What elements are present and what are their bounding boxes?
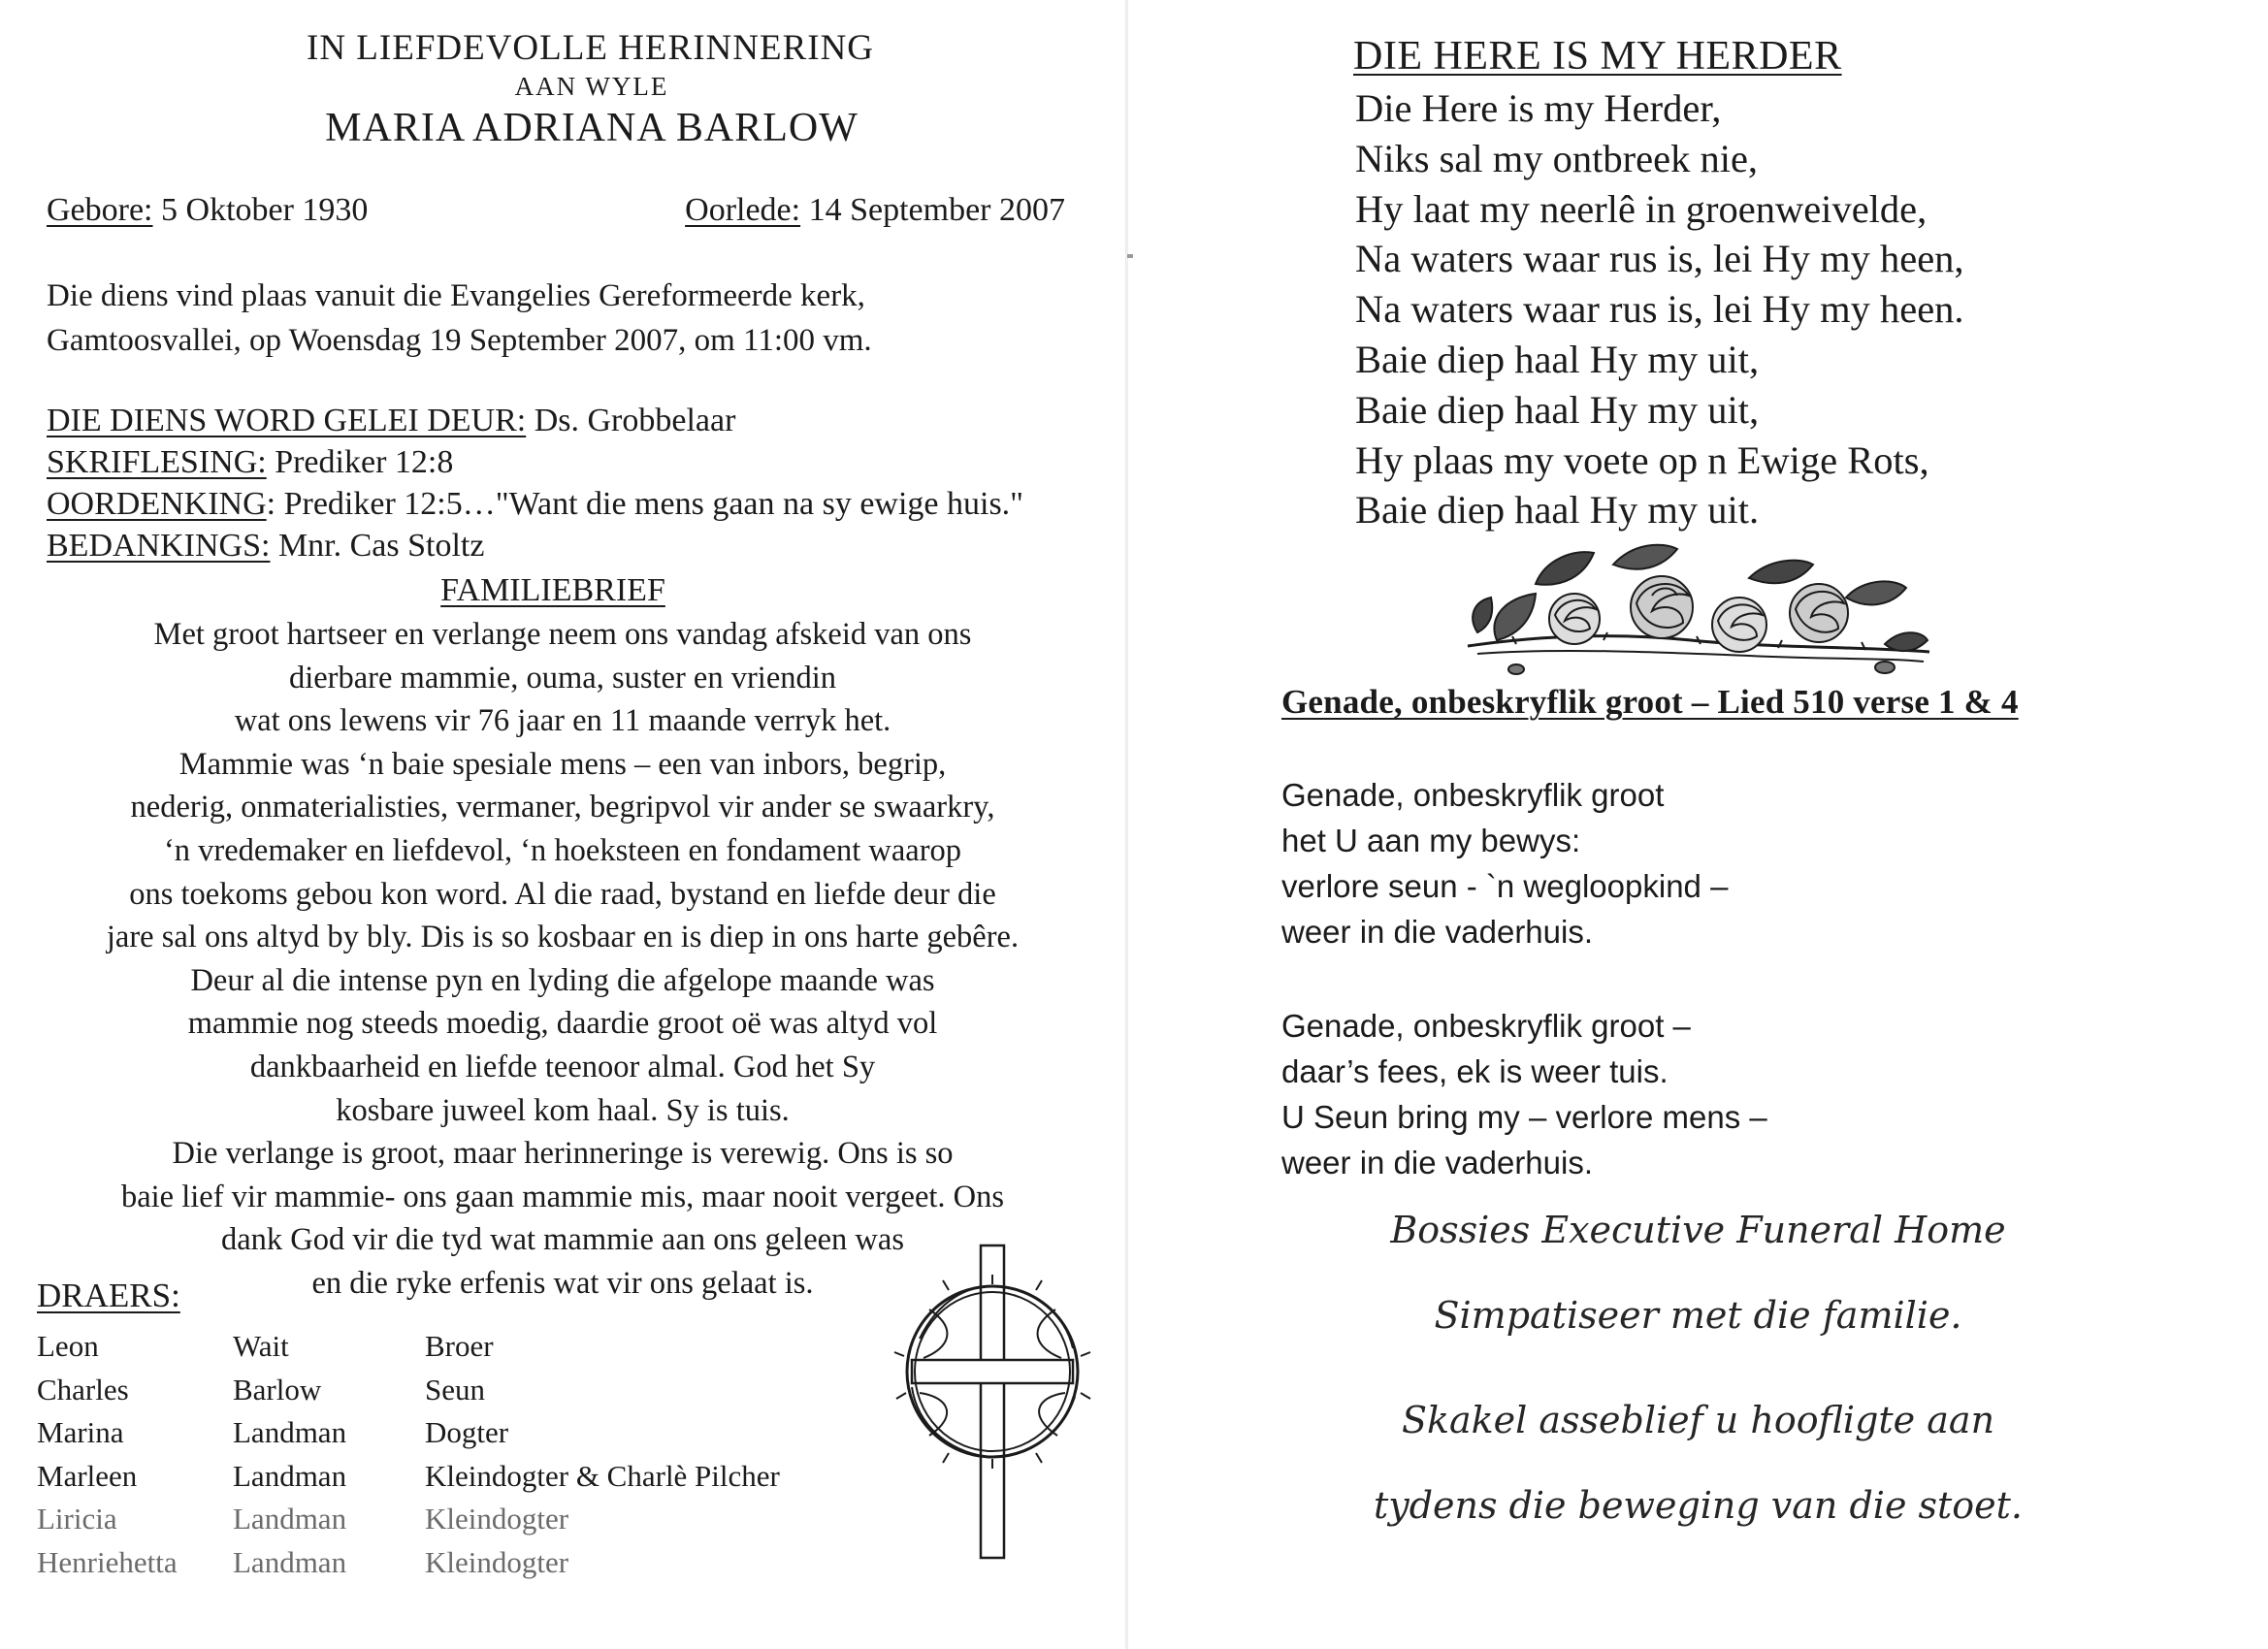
roses-illustration-icon [1458, 539, 1933, 683]
table-row [37, 1455, 780, 1499]
familiebrief-line: dankbaarheid en liefde teenoor almal. God het Sy [249, 1049, 876, 1084]
pallbearers-table [37, 1325, 780, 1584]
program-value: : Prediker 12:5…"Want die mens gaan na sy ewige huis." [266, 486, 1024, 522]
header-in-memory: IN LIEFDEVOLLE HERINNERING [307, 28, 875, 68]
died-value: 14 September 2007 [800, 192, 1065, 228]
familiebrief-line: ons toekoms gebou kon word. Al die raad, bystand en liefde deur die [129, 876, 996, 912]
hymn-line: U Seun bring my – verlore mens – [1281, 1099, 1767, 1135]
familiebrief-line: Deur al die intense pyn en lyding die afgelope maande was [190, 962, 935, 998]
hymn-title: Genade, onbeskryflik groot – Lied 510 verse 1 & 4 [1281, 683, 2019, 721]
program-label: OORDENKING [47, 486, 267, 522]
header-aan-wyle: AAN WYLE [514, 72, 669, 101]
service-details [47, 274, 1075, 363]
program-label: BEDANKINGS: [47, 528, 271, 564]
funeral-home-sympathy: Simpatiseer met die familie. [1434, 1294, 1962, 1337]
service-program [47, 400, 1094, 566]
hymn-line: verlore seun - `n wegloopkind – [1281, 868, 1729, 904]
familiebrief-line: ‘n vredemaker en liefdevol, ‘n hoeksteen en fondament waarop [163, 832, 962, 868]
program-row [47, 483, 1094, 525]
headlights-request-line-2: tydens die beweging van die stoet. [1373, 1484, 2024, 1527]
birth-date [47, 192, 368, 229]
hymn-line: daar’s fees, ek is weer tuis. [1281, 1053, 1669, 1089]
hymn-verse-1 [1281, 772, 1728, 954]
familiebrief-title: FAMILIEBRIEF [440, 572, 665, 608]
familiebrief-line: dierbare mammie, ouma, suster en vriendin [288, 660, 837, 695]
program-label: DIE DIENS WORD GELEI DEUR: [47, 403, 527, 438]
hymn-line: het U aan my bewys: [1281, 823, 1581, 858]
headlights-request-line-1: Skakel asseblief u hoofligte aan [1401, 1399, 1995, 1441]
psalm-line: Baie diep haal Hy my uit, [1355, 387, 1760, 432]
funeral-home-name: Bossies Executive Funeral Home [1390, 1209, 2006, 1251]
pallbearer-first-name: Liricia [37, 1502, 117, 1536]
pallbearer-relation: Broer [425, 1329, 494, 1363]
death-date [685, 192, 1065, 229]
psalm-line: Hy plaas my voete op n Ewige Rots, [1355, 437, 1929, 482]
deceased-name: MARIA ADRIANA BARLOW [325, 106, 859, 150]
hymn-line: weer in die vaderhuis. [1281, 1145, 1594, 1180]
pallbearer-first-name: Marina [37, 1415, 124, 1449]
born-value: 5 Oktober 1930 [152, 192, 369, 228]
program-value: Mnr. Cas Stoltz [270, 528, 485, 564]
pallbearer-relation: Seun [425, 1372, 485, 1406]
psalm-line: Baie diep haal Hy my uit, [1355, 337, 1760, 381]
right-page [1128, 0, 2268, 1649]
psalm-line: Baie diep haal Hy my uit. [1355, 488, 1760, 533]
cross-with-thorn-crown-icon [891, 1242, 1094, 1562]
hymn-verse-4 [1281, 1003, 1767, 1185]
familiebrief-line: Mammie was ‘n baie spesiale mens – een van inbors, begrip, [178, 746, 947, 782]
draers-title: DRAERS: [37, 1277, 180, 1314]
familiebrief-body [58, 613, 1067, 1306]
pallbearer-surname: Landman [233, 1544, 347, 1579]
psalm-line: Na waters waar rus is, lei Hy my heen, [1355, 237, 1964, 281]
program-value: Ds. Grobbelaar [526, 403, 736, 438]
familiebrief-line: Die verlange is groot, maar herinneringe is verewig. Ons is so [172, 1136, 954, 1172]
pallbearer-first-name: Leon [37, 1329, 99, 1363]
familiebrief-line: wat ons lewens vir 76 jaar en 11 maande verryk het. [234, 703, 891, 739]
program-row [47, 525, 1094, 566]
psalm-line: Die Here is my Herder, [1355, 86, 1722, 130]
left-page [0, 0, 1125, 1649]
table-row [37, 1411, 780, 1455]
psalm-line: Niks sal my ontbreek nie, [1355, 136, 1759, 180]
pallbearer-first-name: Henriehetta [37, 1544, 178, 1579]
died-label: Oorlede: [685, 192, 801, 228]
program-value: Prediker 12:8 [266, 444, 454, 480]
dates-row [47, 192, 1065, 241]
familiebrief-line: en die ryke erfenis wat vir ons gelaat is. [311, 1265, 814, 1301]
born-label: Gebore: [47, 192, 153, 228]
pallbearer-surname: Landman [233, 1415, 347, 1449]
pallbearer-surname: Wait [233, 1329, 289, 1363]
familiebrief-line: Met groot hartseer en verlange neem ons vandag afskeid van ons [153, 617, 972, 652]
program-label: SKRIFLESING: [47, 444, 267, 480]
table-row [37, 1498, 780, 1541]
pallbearer-relation: Kleindogter [425, 1544, 569, 1579]
table-row [37, 1541, 780, 1585]
familiebrief-line: dank God vir die tyd wat mammie aan ons geleen was [221, 1222, 904, 1258]
pallbearer-relation: Kleindogter & Charlè Pilcher [425, 1458, 780, 1493]
pallbearer-relation: Kleindogter [425, 1502, 569, 1536]
familiebrief-line: kosbare juweel kom haal. Sy is tuis. [336, 1092, 790, 1128]
pallbearer-relation: Dogter [425, 1415, 509, 1449]
psalm-body [1355, 83, 1964, 535]
service-line-2: Gamtoosvallei, op Woensdag 19 September 2007, om 11:00 vm. [47, 323, 872, 358]
pallbearer-surname: Landman [233, 1502, 347, 1536]
familiebrief-line: baie lief vir mammie- ons gaan mammie mis, maar nooit vergeet. Ons [120, 1179, 1005, 1214]
familiebrief-line: jare sal ons altyd by bly. Dis is so kosbaar en is diep in ons harte gebêre. [106, 920, 1020, 955]
hymn-line: Genade, onbeskryflik groot [1281, 777, 1665, 813]
psalm-title: DIE HERE IS MY HERDER [1353, 34, 1842, 79]
program-row [47, 441, 1094, 483]
psalm-line: Na waters waar rus is, lei Hy my heen. [1355, 287, 1964, 332]
psalm-line: Hy laat my neerlê in groenweivelde, [1355, 186, 1928, 231]
table-row [37, 1369, 780, 1412]
hymn-line: weer in die vaderhuis. [1281, 914, 1594, 950]
table-row [37, 1325, 780, 1369]
pallbearer-first-name: Marleen [37, 1458, 138, 1493]
pallbearer-surname: Landman [233, 1458, 347, 1493]
hymn-line: Genade, onbeskryflik groot – [1281, 1008, 1691, 1044]
program-row [47, 400, 1094, 441]
pallbearer-first-name: Charles [37, 1372, 129, 1406]
familiebrief-line: nederig, onmaterialisties, vermaner, begripvol vir ander se swaarkry, [130, 790, 995, 825]
service-line-1: Die diens vind plaas vanuit die Evangelies Gereformeerde kerk, [47, 278, 865, 313]
pallbearer-surname: Barlow [233, 1372, 322, 1406]
familiebrief-line: mammie nog steeds moedig, daardie groot oë was altyd vol [187, 1006, 938, 1042]
